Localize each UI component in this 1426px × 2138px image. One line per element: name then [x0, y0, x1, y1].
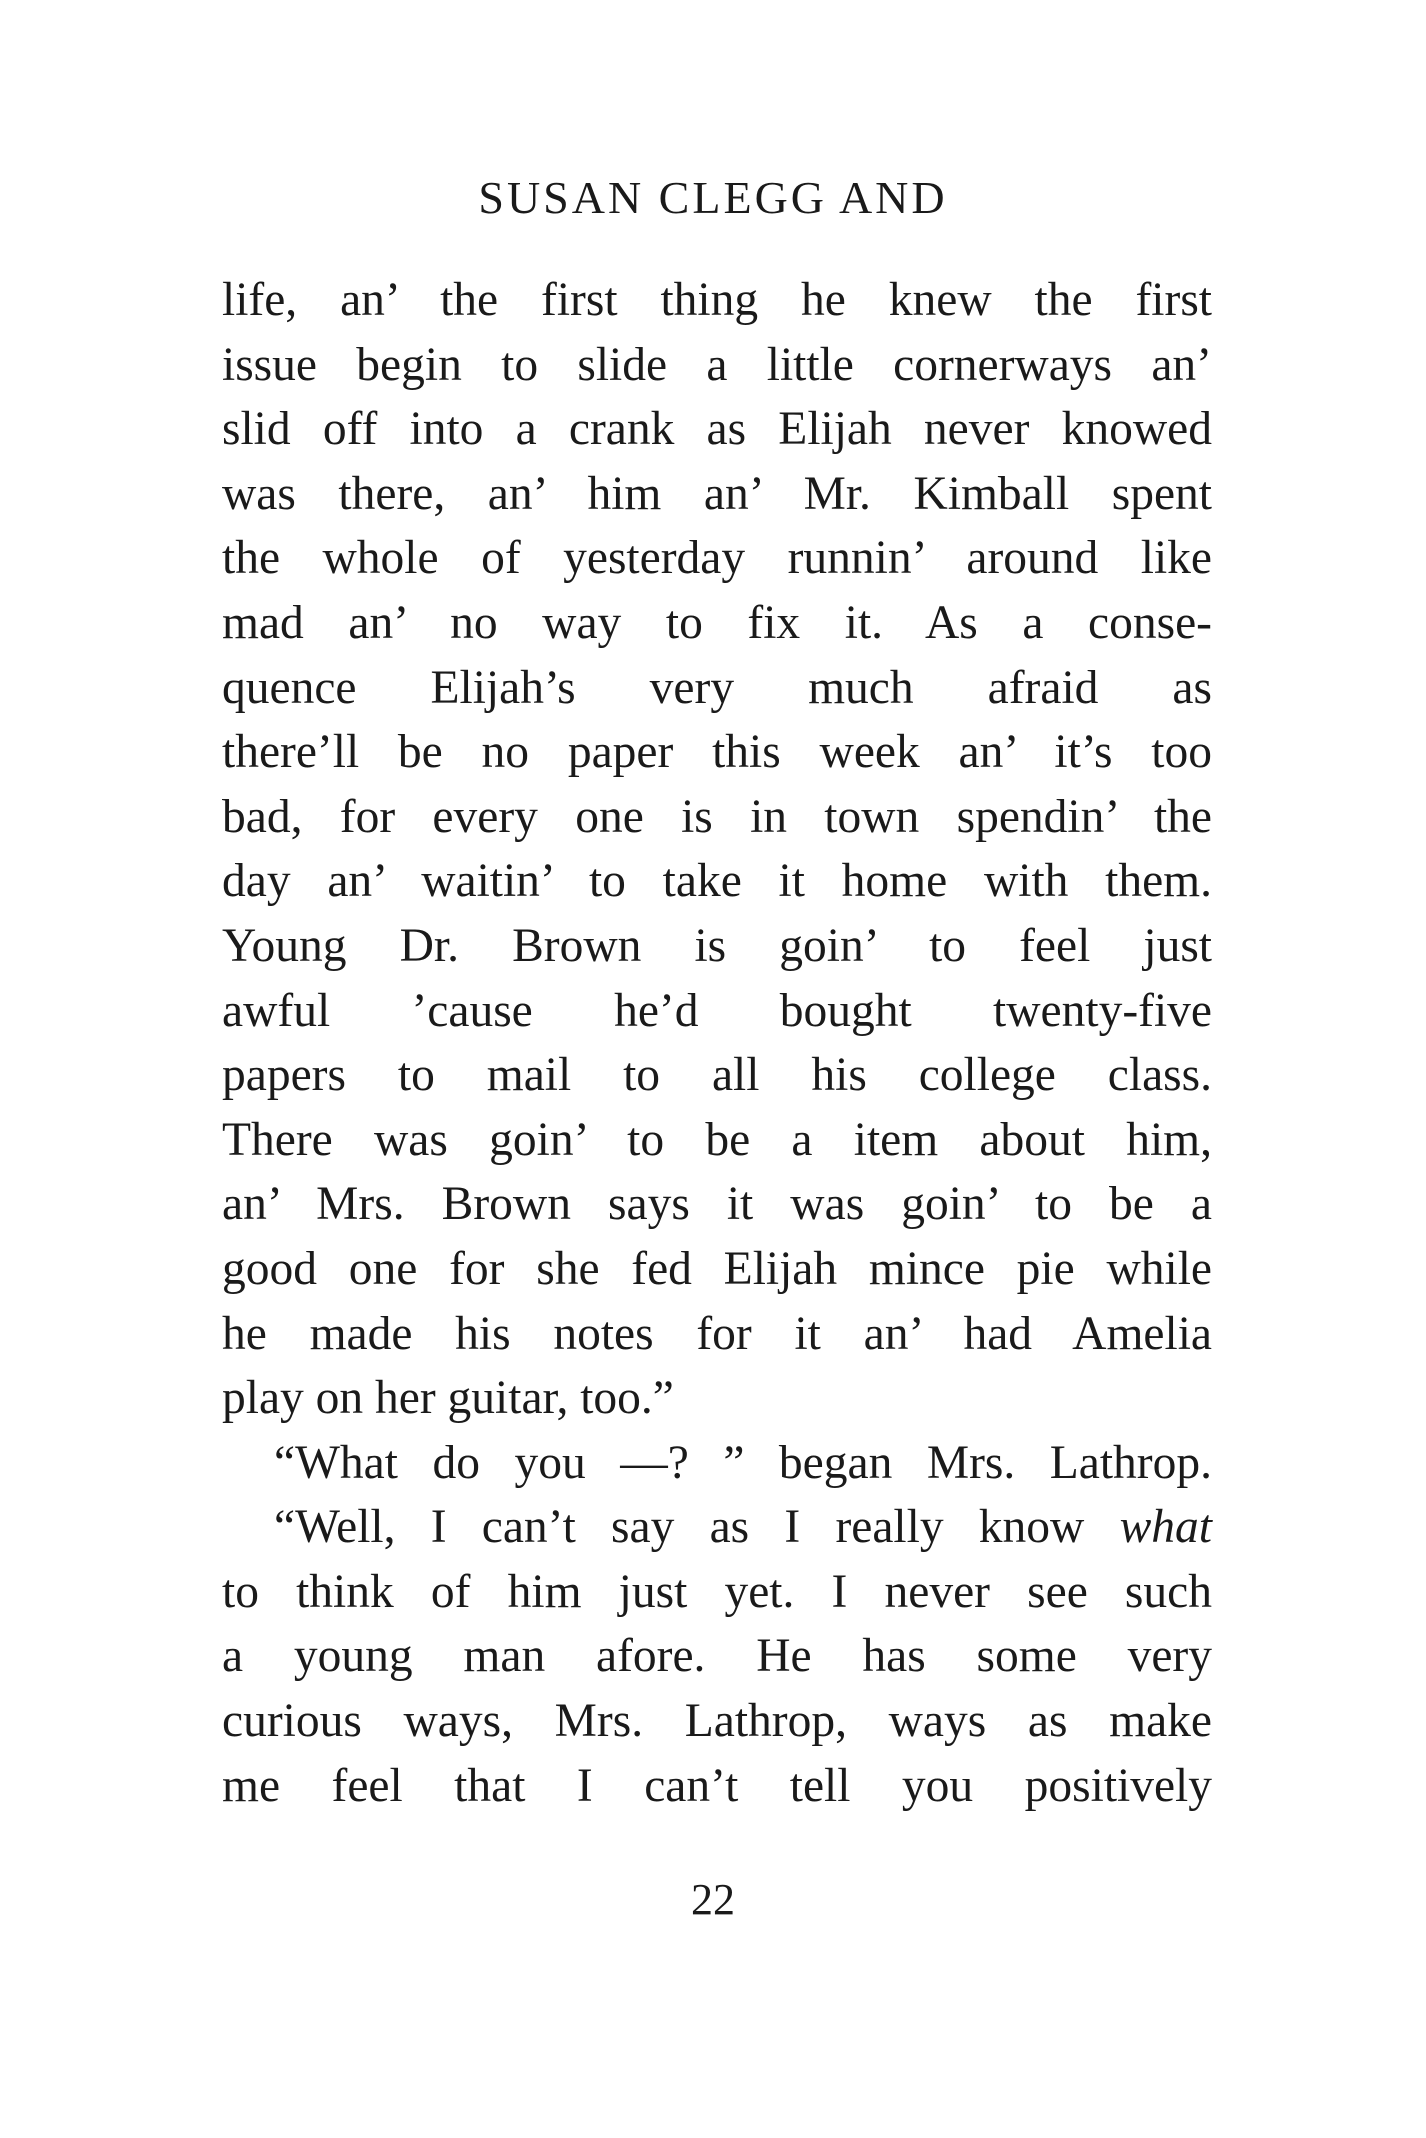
text-line: Young Dr. Brown is goin’ to feel just	[222, 919, 1212, 972]
text-line: the whole of yesterday runnin’ around like	[222, 532, 1212, 585]
text-line: me feel that I can’t tell you positively	[222, 1759, 1212, 1812]
running-head: SUSAN CLEGG AND	[478, 172, 948, 223]
text-line: play on her guitar, too.”	[222, 1372, 674, 1425]
text-line: “What do you —? ” began Mrs. Lathrop.	[274, 1436, 1212, 1489]
text-segment: “Well, I can’t say as I really know	[274, 1501, 1085, 1554]
text-line: good one for she fed Elijah mince pie while	[222, 1242, 1212, 1295]
text-line: life, an’ the first thing he knew the first	[222, 274, 1212, 326]
text-line: there’ll be no paper this week an’ it’s too	[222, 726, 1212, 779]
page-number: 22	[691, 1875, 735, 1924]
text-line: bad, for every one is in town spendin’ the	[222, 790, 1212, 843]
text-line: quence Elijah’s very much afraid as	[222, 661, 1212, 714]
text-line: slid off into a crank as Elijah never knowed	[222, 403, 1212, 456]
body-text	[222, 268, 1212, 1818]
text-line: awful ’cause he’d bought twenty-five	[222, 984, 1212, 1037]
text-line: to think of him just yet. I never see such	[222, 1565, 1212, 1618]
text-line: an’ Mrs. Brown says it was goin’ to be a	[222, 1178, 1212, 1231]
text-line	[222, 1495, 1212, 1560]
text-line: mad an’ no way to fix it. As a conse-	[222, 596, 1212, 649]
text-line: papers to mail to all his college class.	[222, 1049, 1212, 1102]
text-line: he made his notes for it an’ had Amelia	[222, 1307, 1212, 1360]
text-line: a young man afore. He has some very	[222, 1630, 1212, 1683]
text-line: There was goin’ to be a item about him,	[222, 1113, 1212, 1166]
text-line: was there, an’ him an’ Mr. Kimball spent	[222, 467, 1212, 520]
text-line: curious ways, Mrs. Lathrop, ways as make	[222, 1695, 1212, 1748]
text-line: day an’ waitin’ to take it home with them.	[222, 855, 1212, 908]
text-line: issue begin to slide a little cornerways an’	[222, 338, 1212, 391]
emphasized-word: what	[1119, 1501, 1212, 1554]
